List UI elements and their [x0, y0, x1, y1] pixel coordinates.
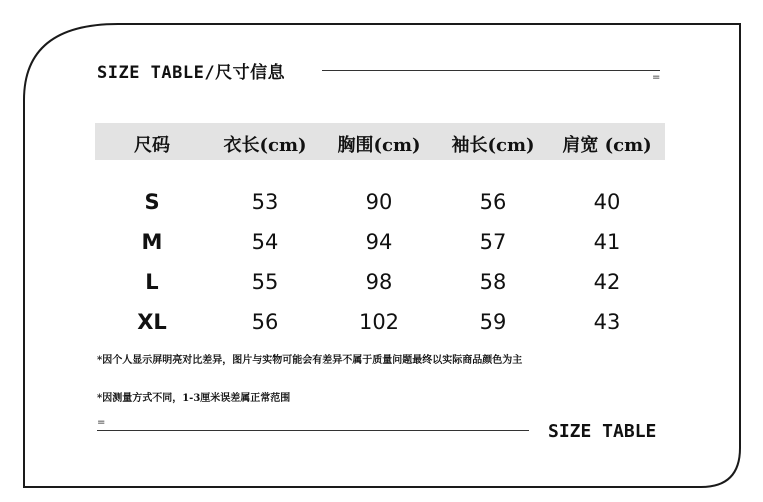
- cell-shoulder: 40: [593, 190, 621, 214]
- header-length: 衣长(cm): [223, 135, 307, 156]
- header-chest: 胸围(cm): [337, 135, 421, 156]
- cell-size: L: [145, 270, 159, 294]
- cell-chest: 94: [365, 230, 393, 254]
- cell-sleeve: 59: [479, 310, 507, 334]
- header-sleeve: 袖长(cm): [451, 135, 535, 156]
- cell-chest: 102: [358, 310, 400, 334]
- footer-rule: [97, 430, 529, 431]
- page-title: SIZE TABLE/尺寸信息: [97, 63, 286, 83]
- footer-title: SIZE TABLE: [548, 421, 657, 442]
- cell-sleeve: 58: [479, 270, 507, 294]
- rule-mark-bottom: =: [97, 417, 106, 428]
- rule-mark-top: =: [652, 72, 661, 83]
- cell-length: 54: [251, 230, 279, 254]
- header-shoulder: 肩宽 (cm): [562, 135, 652, 156]
- display-difference-note: *因个人显示屏明亮对比差异，图片与实物可能会有差异不属于质量问题最终以实际商品颜色为主: [97, 355, 523, 366]
- measurement-tolerance-note: *因测量方式不同，1-3厘米误差属正常范围: [97, 393, 291, 404]
- cell-size: XL: [137, 310, 167, 334]
- cell-shoulder: 42: [593, 270, 621, 294]
- title-rule: [322, 70, 660, 71]
- cell-sleeve: 57: [479, 230, 507, 254]
- cell-shoulder: 43: [593, 310, 621, 334]
- header-size: 尺码: [134, 135, 170, 156]
- cell-size: S: [144, 190, 160, 214]
- cell-chest: 90: [365, 190, 393, 214]
- cell-size: M: [141, 230, 163, 254]
- cell-shoulder: 41: [593, 230, 621, 254]
- cell-sleeve: 56: [479, 190, 507, 214]
- cell-length: 55: [251, 270, 279, 294]
- cell-chest: 98: [365, 270, 393, 294]
- cell-length: 56: [251, 310, 279, 334]
- cell-length: 53: [251, 190, 279, 214]
